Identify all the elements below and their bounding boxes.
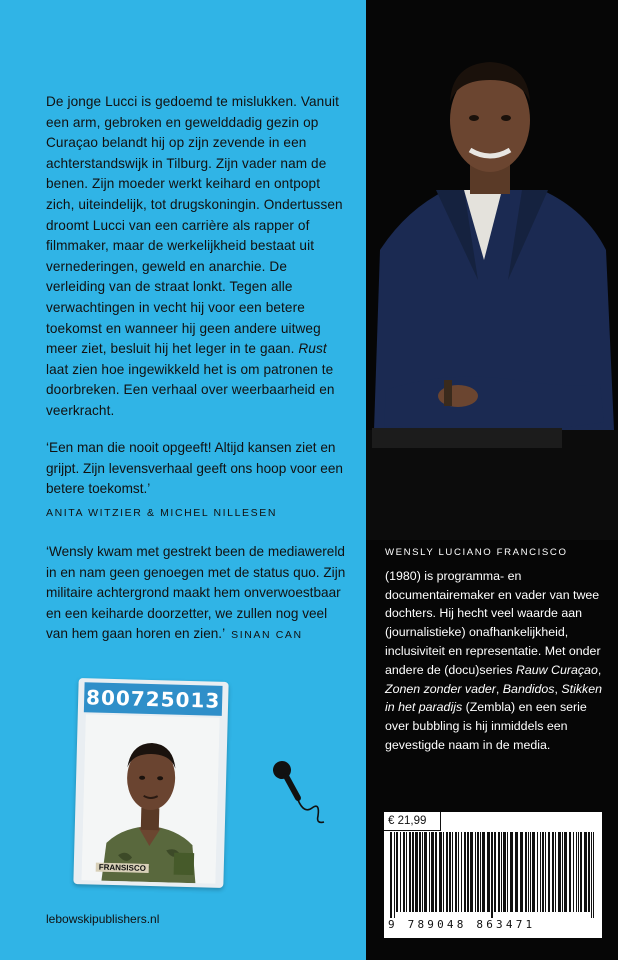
barcode-bar (540, 832, 541, 912)
barcode-bar (501, 832, 502, 912)
bio-paragraph (385, 567, 603, 755)
barcode-bar (458, 832, 459, 912)
barcode-bar (403, 832, 405, 912)
publisher-website: lebowskipublishers.nl (46, 912, 160, 926)
barcode-bar (515, 832, 518, 912)
barcode-bar (409, 832, 411, 912)
barcode-bar (520, 832, 523, 912)
barcode-bar (449, 832, 451, 912)
quote-2-attribution: SINAN CAN (231, 629, 303, 642)
bio-text-2: (Zembla) en een serie over bubbling is hij inmiddels een gevestigde naam in de media. (385, 700, 587, 752)
barcode-bar (507, 832, 508, 912)
barcode-bar (591, 832, 592, 918)
quote-1-text: ‘Een man die nooit opgeeft! Altijd kansen ziet en grijpt. Zijn levensverhaal geeft ons hoop voor een betere toekomst.’ (46, 440, 343, 497)
barcode-bar (467, 832, 469, 912)
barcode-bar (470, 832, 473, 912)
barcode-bar (491, 832, 493, 918)
bio-series-2: Zonen zonder vader (385, 681, 496, 696)
barcode-bar (588, 832, 590, 912)
barcode-bar (576, 832, 577, 912)
barcode-bar (562, 832, 563, 912)
barcode-bar (452, 832, 453, 912)
military-id-card (73, 678, 228, 888)
bio-series-3: Bandidos (502, 681, 555, 696)
bio-sep-3: , (554, 681, 562, 696)
blurb-paragraph (46, 92, 346, 422)
barcode-bar (422, 832, 423, 912)
isbn-number: 9 789048 863471 (388, 918, 536, 931)
barcode-bar (545, 832, 546, 912)
barcode-bar (564, 832, 567, 912)
barcode-bar (482, 832, 485, 912)
quote-1 (46, 438, 346, 523)
microphone-icon (268, 758, 328, 828)
bio-series-4: Stikken in het paradijs (385, 681, 602, 715)
bio-sep-2: , (495, 681, 503, 696)
id-photo (81, 714, 219, 883)
barcode-box (384, 812, 602, 938)
quote-1-attribution: ANITA WITZIER & MICHEL NILLESEN (46, 506, 278, 519)
barcode-bar (537, 832, 538, 912)
barcode-bar (548, 832, 550, 912)
bio-series-1: Rauw Curaçao (515, 662, 598, 677)
author-bio (385, 544, 603, 755)
barcode-bar (542, 832, 544, 912)
barcode-bar (573, 832, 574, 912)
quote-2 (46, 542, 346, 646)
barcode-bar (593, 832, 594, 918)
barcode-bar (528, 832, 529, 912)
bio-sep-1: , (597, 662, 602, 677)
barcode-bar (530, 832, 531, 912)
bio-text-1: (1980) is programma- en documentairemaker en vader van twee dochters. Hij hecht veel waarde aan (journalistieke) onafhankelijkheid, inclusiviteit en representatie. Met onder andere de (docu)series (385, 568, 601, 677)
blurb-text-2: laat zien hoe ingewikkeld het is om patronen te doorbreken. Een verhaal over weerbaarheid en veerkracht. (46, 361, 335, 418)
barcode-bar (503, 832, 506, 912)
author-portrait (366, 40, 618, 540)
barcode-bar (494, 832, 496, 912)
id-name: FRANSISCO (96, 863, 149, 873)
blurb-text-1: De jonge Lucci is gedoemd te mislukken. Vanuit een arm, gebroken en gewelddadig gezin op Curaçao belandt hij op zijn zevende in een achterstandswijk in Tilburg. Zijn vader nam de benen. Zijn moeder werkt keihard en ontpopt zich, uiteindelijk, tot drugskoningin. Ondertussen droomt Lucci van een carrière als rapper of filmmaker, maar de werkelijkheid bestaat uit vernederingen, geweld en anarchie. De verleiding van de straat lonkt. Tegen alle verwachtingen in vecht hij voor een betere toekomst en wanneer hij geen andere uitweg meer ziet, besluit hij het leger in te gaan. (46, 94, 343, 357)
barcode-bar (584, 832, 587, 912)
barcode-bar (429, 832, 430, 912)
barcode-bar (406, 832, 407, 912)
barcode-bar (390, 832, 392, 918)
author-name: WENSLY LUCIANO FRANCISCO (385, 547, 568, 558)
barcode-bar (424, 832, 427, 912)
barcode-bar (415, 832, 418, 912)
barcode-bar (435, 832, 437, 912)
blurb (46, 92, 346, 422)
barcode-bar (552, 832, 554, 912)
barcode-bar (461, 832, 462, 912)
blurb-title-ref: Rust (298, 341, 327, 357)
barcode-bar (439, 832, 442, 912)
barcode-bar (464, 832, 466, 912)
barcode-bar (400, 832, 401, 912)
barcode-bar (525, 832, 527, 912)
barcode-bar (412, 832, 414, 912)
barcode-bar (394, 832, 395, 918)
barcode-bar (477, 832, 479, 912)
barcode-bar (480, 832, 481, 912)
barcode-bar (569, 832, 571, 912)
quote-2-text: ‘Wensly kwam met gestrekt been de mediawereld in en nam geen genoegen met de status quo. Zijn militaire achtergrond maakt hem onverwoestbaar en een keiharde doorzetter, we zullen nog veel van hem gaan horen en zien.’ (46, 544, 346, 642)
barcode-bar (446, 832, 448, 912)
barcode-bar (431, 832, 434, 912)
id-number: 800725013 (84, 682, 223, 716)
price-label: € 21,99 (384, 812, 441, 831)
barcode-bar (510, 832, 513, 912)
barcode-bar (532, 832, 535, 912)
barcode-bar (580, 832, 582, 912)
barcode-bar (419, 832, 421, 912)
barcode-bar (498, 832, 500, 912)
barcode-bar (455, 832, 457, 912)
barcode-bar (558, 832, 561, 912)
barcode-bar (555, 832, 556, 912)
barcode-bar (396, 832, 398, 912)
barcode-bars (388, 832, 598, 918)
barcode-bar (578, 832, 579, 912)
barcode-bar (443, 832, 444, 912)
barcode-bar (475, 832, 476, 912)
barcode-bar (487, 832, 490, 912)
